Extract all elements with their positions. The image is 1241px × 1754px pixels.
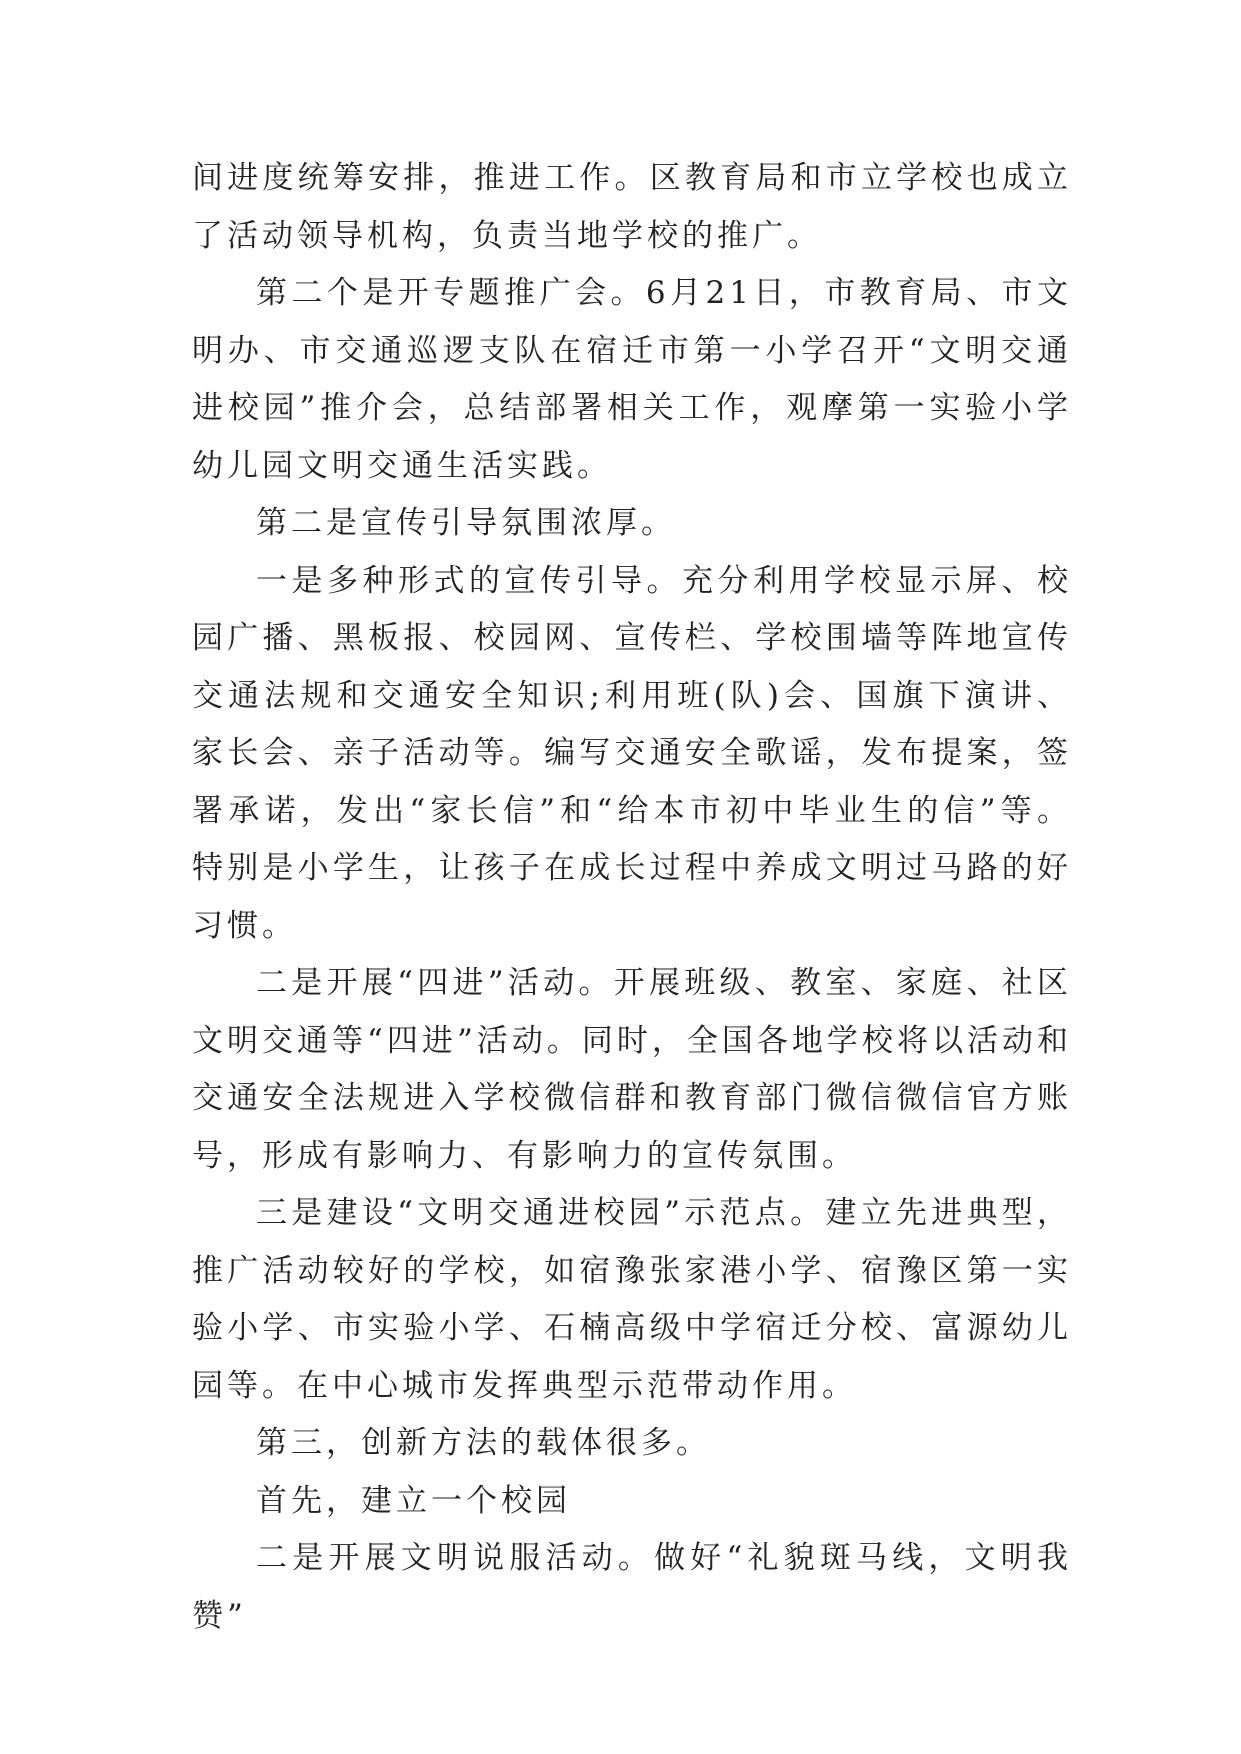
paragraph-first-campus: 首先，建立一个校园: [256, 1482, 571, 1519]
section-heading-innovation: 第三，创新方法的载体很多。: [256, 1425, 711, 1461]
paragraph-four-entries: 二是开展“四进”活动。开展班级、教室、家庭、社区文明交通等“四进”活动。同时，全国各地学校将以活动和交通安全法规进入学校微信群和教育部门微信微信官方账号，形成有影响力、有影响力的宣传氛围。: [192, 965, 1072, 1174]
paragraph-persuasion-activity: 二是开展文明说服活动。做好“礼貌斑马线，文明我赞”: [192, 1540, 1072, 1634]
paragraph-promotion-meeting: 第二个是开专题推广会。6月21日，市教育局、市文明办、市交通巡逻支队在宿迁市第一小学召开“文明交通进校园”推介会，总结部署相关工作，观摩第一实验小学幼儿园文明交通生活实践。: [192, 275, 1072, 484]
paragraph-demonstration-sites: 三是建设“文明交通进校园”示范点。建立先进典型，推广活动较好的学校，如宿豫张家港小学、宿豫区第一实验小学、市实验小学、石楠高级中学宿迁分校、富源幼儿园等。在中心城市发挥典型示范带动作用。: [192, 1195, 1072, 1404]
paragraph-continuation: 间进度统筹安排，推进工作。区教育局和市立学校也成立了活动领导机构，负责当地学校的推广。: [192, 160, 1072, 254]
section-heading-publicity: 第二是宣传引导氛围浓厚。: [256, 505, 676, 541]
paragraph-publicity-forms: 一是多种形式的宣传引导。充分利用学校显示屏、校园广播、黑板报、校园网、宣传栏、学校围墙等阵地宣传交通法规和交通安全知识;利用班(队)会、国旗下演讲、家长会、亲子活动等。编写交通安全歌谣，发布提案，签署承诺，发出“家长信”和“给本市初中毕业生的信”等。特别是小学生，让孩子在成长过程中养成文明过马路的好习惯。: [192, 562, 1072, 944]
document-body: [192, 150, 1072, 1645]
